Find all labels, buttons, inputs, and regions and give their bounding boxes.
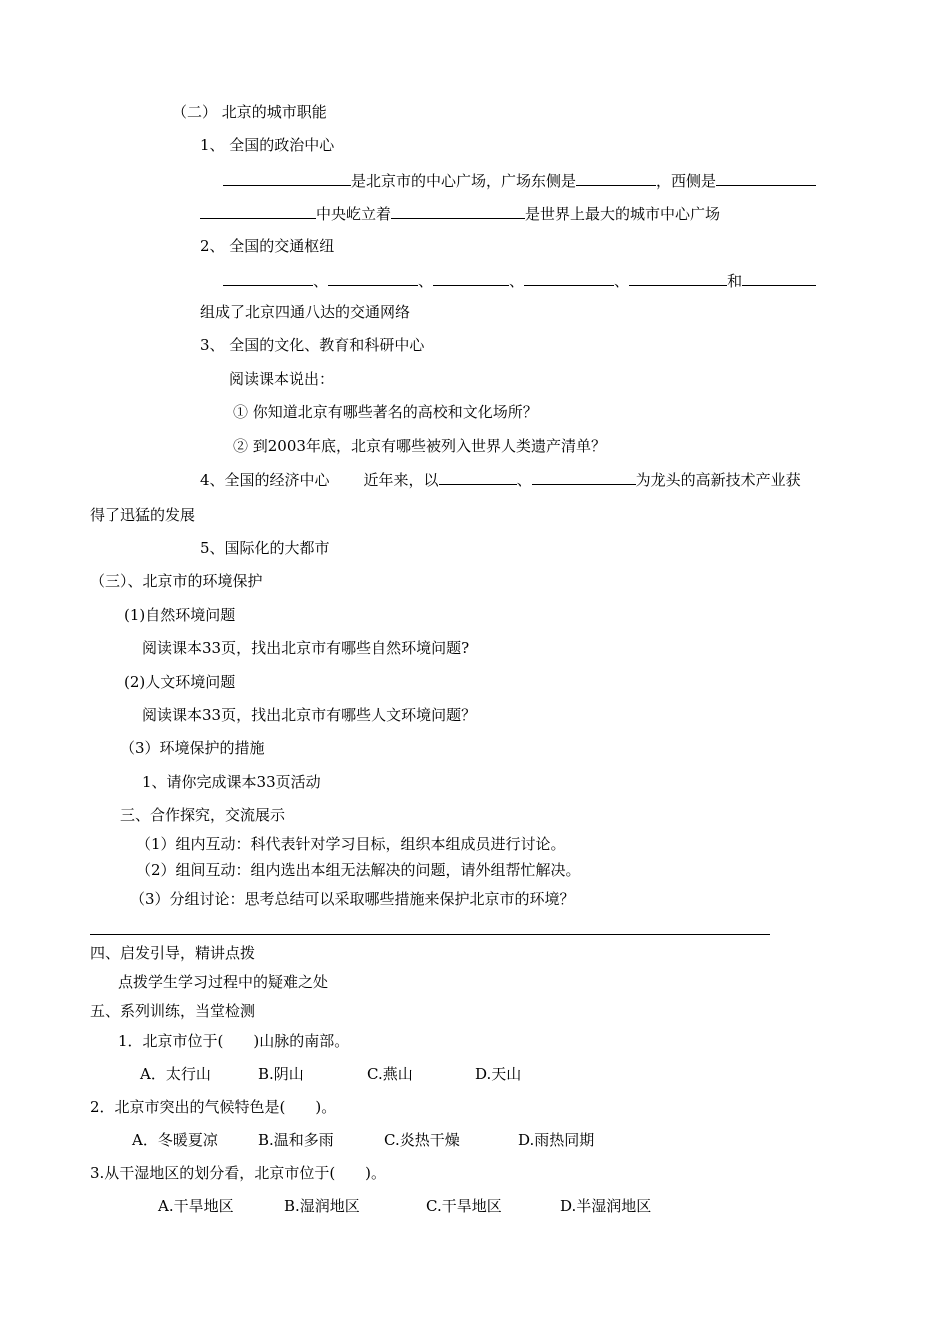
section-2-heading: （二） 北京的城市职能 <box>172 103 327 121</box>
human-env-heading: (2)人文环境问题 <box>124 673 236 691</box>
quiz-1-stem: 1．北京市位于( )山脉的南部。 <box>118 1032 350 1050</box>
blank[interactable] <box>576 170 656 186</box>
separator: 和 <box>727 272 743 290</box>
quiz-option[interactable]: C.炎热干燥 <box>384 1131 460 1149</box>
protection-heading: （3）环境保护的措施 <box>120 739 265 757</box>
separator: 、 <box>418 272 434 290</box>
blank[interactable] <box>328 270 418 286</box>
blank[interactable] <box>433 270 509 286</box>
blank[interactable] <box>524 270 614 286</box>
quiz-2-options <box>132 1130 594 1150</box>
separator: 、 <box>614 272 630 290</box>
text-segment: 是世界上最大的城市中心广场 <box>525 205 721 223</box>
separator: 、 <box>516 471 532 489</box>
text-segment: 中央屹立着 <box>316 205 392 223</box>
question-2: ② 到2003年底，北京有哪些被列入世界人类遗产清单？ <box>233 437 606 455</box>
blank[interactable] <box>629 270 727 286</box>
blank[interactable] <box>200 203 316 219</box>
text-segment: 是北京市的中心广场，广场东侧是 <box>351 172 577 190</box>
natural-env-heading: (1)自然环境问题 <box>124 606 236 624</box>
quiz-1-options <box>140 1064 521 1084</box>
quiz-option[interactable]: B.湿润地区 <box>284 1197 360 1215</box>
quiz-option[interactable]: A．太行山 <box>140 1065 211 1083</box>
text-segment: 4、全国的经济中心 <box>200 471 330 489</box>
blank[interactable] <box>439 469 517 485</box>
item-economic-center <box>200 469 801 489</box>
quiz-option[interactable]: B.温和多雨 <box>258 1131 334 1149</box>
item-culture-center: 3、 全国的文化、教育和科研中心 <box>200 336 425 354</box>
section-3-heading: （三）、北京市的环境保护 <box>90 572 263 590</box>
item-international-city: 5、国际化的大都市 <box>200 539 330 557</box>
natural-env-text: 阅读课本33页，找出北京市有哪些自然环境问题? <box>142 639 470 657</box>
quiz-3-options <box>158 1196 651 1216</box>
human-env-text: 阅读课本33页，找出北京市有哪些人文环境问题？ <box>142 706 477 724</box>
fill-line-square <box>223 170 816 190</box>
part-3-item-1: （1）组内互动：科代表针对学习目标，组织本组成员进行讨论。 <box>136 835 566 853</box>
blank[interactable] <box>532 469 636 485</box>
quiz-option[interactable]: B.阴山 <box>258 1065 304 1083</box>
separator: 、 <box>313 272 329 290</box>
protection-text: 1、请你完成课本33页活动 <box>142 773 321 791</box>
item-political-center: 1、 全国的政治中心 <box>200 136 335 154</box>
part-3-item-3: （3）分组讨论：思考总结可以采取哪些措施来保护北京市的环境？ <box>130 890 575 908</box>
divider <box>90 934 770 935</box>
quiz-option[interactable]: D.半湿润地区 <box>560 1197 652 1215</box>
blank[interactable] <box>223 170 351 186</box>
quiz-option[interactable]: D.雨热同期 <box>518 1131 595 1149</box>
part-3-heading: 三、合作探究，交流展示 <box>120 806 286 824</box>
fill-line-square-2 <box>200 203 720 223</box>
quiz-option[interactable]: D.天山 <box>475 1065 522 1083</box>
quiz-2-stem: 2．北京市突出的气候特色是( )。 <box>90 1098 337 1116</box>
blank[interactable] <box>391 203 525 219</box>
text-segment: 近年来，以 <box>363 471 439 489</box>
question-1: ① 你知道北京有哪些著名的高校和文化场所？ <box>233 403 538 421</box>
economic-tail: 得了迅猛的发展 <box>90 506 196 524</box>
fill-line-transport <box>223 270 816 290</box>
part-3-item-2: （2）组间互动：组内选出本组无法解决的问题，请外组帮忙解决。 <box>136 861 581 879</box>
part-4-heading: 四、启发引导，精讲点拨 <box>90 944 256 962</box>
part-4-text: 点拨学生学习过程中的疑难之处 <box>118 973 329 991</box>
blank[interactable] <box>716 170 816 186</box>
quiz-option[interactable]: A.干旱地区 <box>158 1197 234 1215</box>
text-segment: 为龙头的高新技术产业获 <box>635 471 801 489</box>
read-intro: 阅读课本说出： <box>229 370 335 388</box>
text-segment: ，西侧是 <box>656 172 717 190</box>
blank[interactable] <box>223 270 313 286</box>
blank[interactable] <box>742 270 816 286</box>
part-5-heading: 五、系列训练，当堂检测 <box>90 1002 256 1020</box>
transport-tail: 组成了北京四通八达的交通网络 <box>200 303 411 321</box>
separator: 、 <box>509 272 525 290</box>
quiz-option[interactable]: A．冬暖夏凉 <box>132 1131 218 1149</box>
quiz-3-stem: 3.从干湿地区的划分看，北京市位于( )。 <box>90 1164 387 1182</box>
quiz-option[interactable]: C.燕山 <box>367 1065 413 1083</box>
quiz-option[interactable]: C.干旱地区 <box>426 1197 502 1215</box>
item-transport-hub: 2、 全国的交通枢纽 <box>200 237 335 255</box>
